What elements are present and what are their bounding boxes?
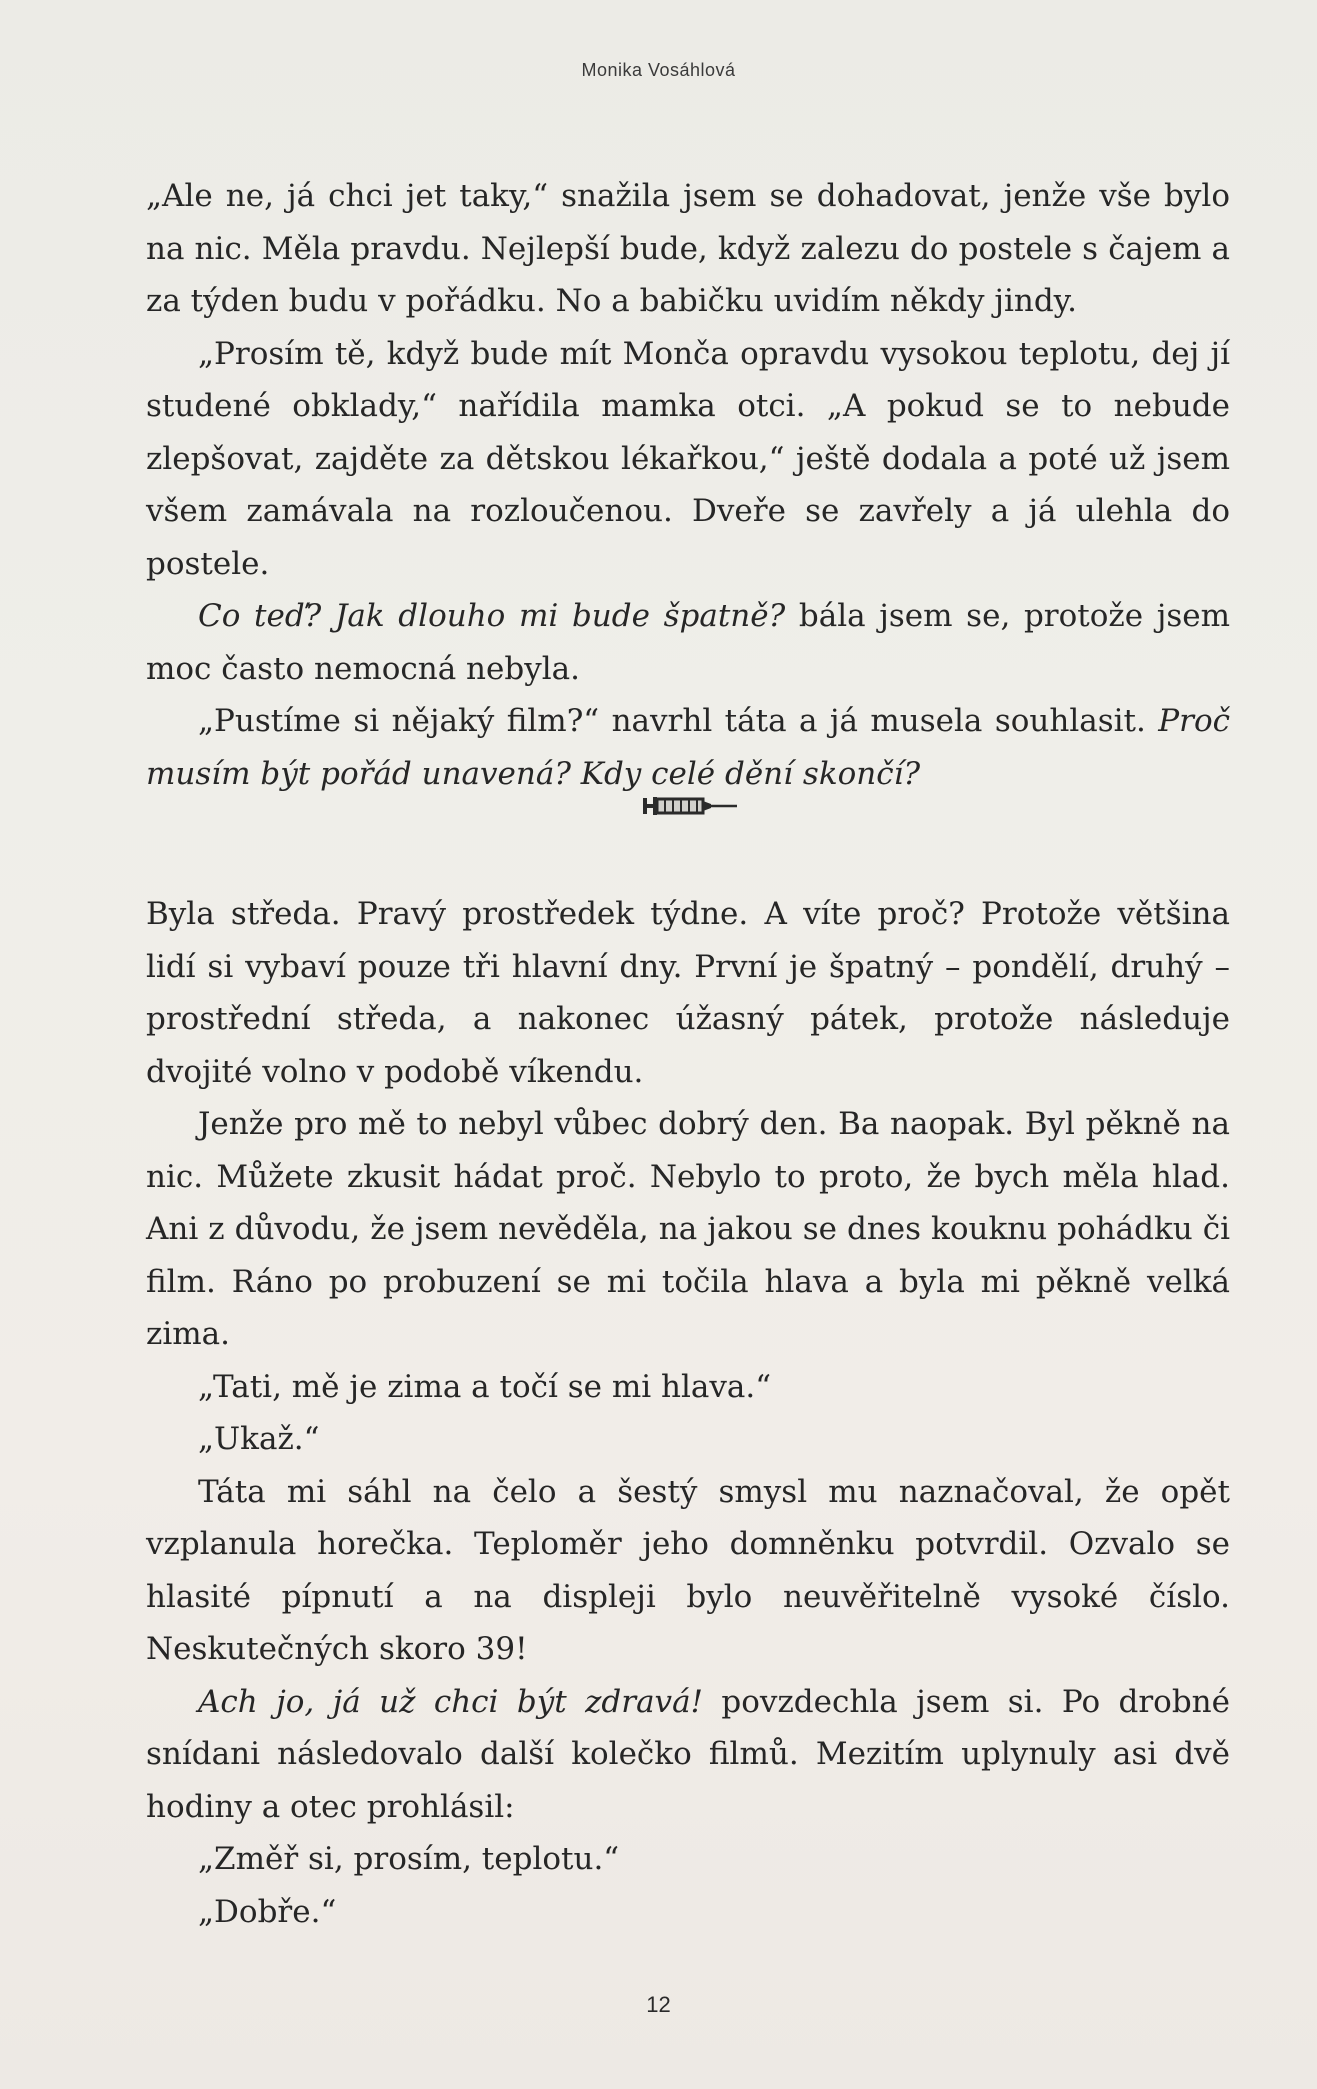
paragraph: [146, 590, 1230, 695]
paragraph: Táta mi sáhl na čelo a šestý smysl mu naznačoval, že opět vzplanula horečka. Teploměr jeho domněnku potvrdil. Ozvalo se hlasité pípnutí a na displeji bylo neuvěřitelně vysoké číslo. Neskutečných skoro 39!: [146, 1473, 1230, 1667]
italic-thought: Ach jo, já už chci být zdravá!: [198, 1683, 704, 1720]
italic-thought: Proč musím být pořád unavená? Kdy celé dění skončí?: [146, 703, 1230, 792]
page-number: 12: [646, 1992, 671, 2017]
paragraph-text: povzdechla jsem si. Po drobné snídani následovalo další kolečko filmů. Mezitím uplynuly asi dvě hodiny a otec prohlásil:: [146, 1683, 1230, 1825]
paragraph: „Změř si, prosím, teplotu.“: [198, 1841, 620, 1877]
chapter-section-2: [146, 888, 1230, 1938]
chapter-section-1: [146, 170, 1230, 800]
paragraph: „Ukaž.“: [198, 1421, 320, 1457]
paragraph-text: „Pustíme si nějaký film?“ navrhl táta a já musela souhlasit.: [198, 703, 1159, 739]
paragraph-text: bála jsem se, protože jsem moc často nemocná nebyla.: [146, 598, 1230, 687]
syringe-icon: [643, 792, 739, 820]
running-head: Monika Vosáhlová: [581, 60, 736, 80]
paragraph: „Dobře.“: [198, 1893, 337, 1930]
italic-thought: Co teď? Jak dlouho mi bude špatně?: [198, 598, 786, 634]
paragraph: [146, 695, 1230, 800]
paragraph: Jenže pro mě to nebyl vůbec dobrý den. Ba naopak. Byl pěkně na nic. Můžete zkusit hádat proč. Nebylo to proto, že bych měla hlad. Ani z důvodu, že jsem nevěděla, na jakou se dnes kouknu pohádku či film. Ráno po probuzení se mi točila hlava a byla mi pěkně velká zima.: [146, 1106, 1230, 1352]
paragraph: „Ale ne, já chci jet taky,“ snažila jsem se dohadovat, jenže vše bylo na nic. Měla pravdu. Nejlepší bude, když zalezu do postele s čajem a za týden budu v pořádku. No a babičku uvidím někdy jindy.: [146, 178, 1230, 319]
paragraph: Byla středa. Pravý prostředek týdne. A víte proč? Protože většina lidí si vybaví pouze tři hlavní dny. První je špatný – pondělí, druhý – prostřední středa, a nakonec úžasný pátek, protože následuje dvojité volno v podobě víkendu.: [146, 896, 1230, 1090]
paragraph: „Prosím tě, když bude mít Monča opravdu vysokou teplotu, dej jí studené obklady,“ nařídila mamka otci. „A pokud se to nebude zlepšovat, zajděte za dětskou lékařkou,“ ještě dodala a poté už jsem všem zamávala na rozloučenou. Dveře se zavřely a já ulehla do postele.: [146, 335, 1230, 582]
paragraph: [146, 1676, 1230, 1834]
paragraph: „Tati, mě je zima a točí se mi hlava.“: [198, 1368, 772, 1405]
